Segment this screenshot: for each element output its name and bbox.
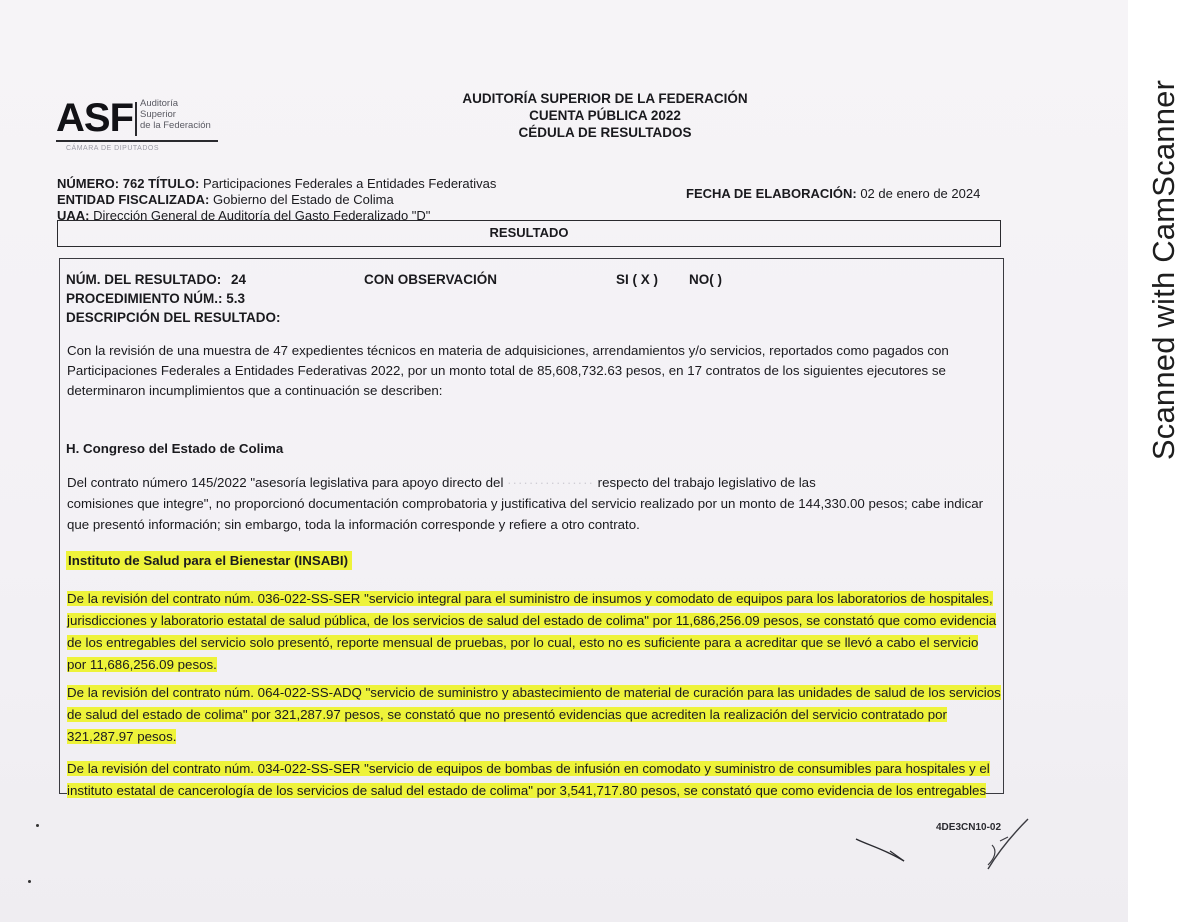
highlighted-text: De la revisión del contrato núm. 064-022-SS-ADQ "servicio de suministro y abastecimiento de material de curación para las unidades de salud de los servicios <box>67 685 1001 700</box>
paragraph-line <box>67 632 997 654</box>
document-header <box>440 90 770 141</box>
paragraph-line <box>67 726 997 748</box>
resultado-title: RESULTADO <box>489 225 569 240</box>
initials-mark <box>850 815 910 870</box>
congreso-text: Del contrato número 145/2022 "asesoría legislativa para apoyo directo del <box>67 475 504 490</box>
logo-tagline: CÁMARA DE DIPUTADOS <box>66 145 159 152</box>
congreso-text: respecto del trabajo legislativo de las <box>597 475 816 490</box>
paragraph-line: Participaciones Federales a Entidades Federativas 2022, por un monto total de 85,608,732.63 pesos, en 17 contratos de los siguientes ejecutores se <box>67 363 946 378</box>
paragraph-line <box>67 654 997 676</box>
uaa-value: Dirección General de Auditoría del Gasto Federalizado "D" <box>93 208 431 223</box>
insabi-paragraph-3 <box>67 758 997 802</box>
paragraph-line: que presentó información; sin embargo, toda la información corresponde y refiere a otro contrato. <box>67 517 640 532</box>
meta-fecha <box>686 186 980 202</box>
uaa-label: UAA: <box>57 208 90 223</box>
paragraph-line <box>67 780 997 802</box>
numero-value: 762 <box>122 176 145 191</box>
logo-divider <box>135 102 137 136</box>
redacted-name: ················ <box>507 475 594 490</box>
resultado-number-label: NÚM. DEL RESULTADO: <box>66 272 222 287</box>
paragraph-line <box>67 472 997 493</box>
logo-mark: ASF <box>56 96 133 140</box>
entidad-label: ENTIDAD FISCALIZADA: <box>57 192 210 207</box>
scan-speck <box>36 824 39 827</box>
meta-entidad <box>57 192 394 208</box>
logo-subtitle <box>140 98 211 131</box>
highlighted-text: 321,287.97 pesos. <box>67 729 177 744</box>
paragraph-line <box>67 610 997 632</box>
header-line: AUDITORÍA SUPERIOR DE LA FEDERACIÓN <box>462 91 748 106</box>
insabi-heading <box>66 553 352 568</box>
si-option: SI ( X ) <box>616 272 659 287</box>
asf-logo <box>56 96 226 158</box>
header-line: CUENTA PÚBLICA 2022 <box>529 108 681 123</box>
insabi-heading-text: Instituto de Salud para el Bienestar (INSABI) <box>66 551 352 570</box>
fecha-value: 02 de enero de 2024 <box>860 186 981 201</box>
paragraph-line <box>67 704 997 726</box>
observacion-label: CON OBSERVACIÓN <box>364 272 498 287</box>
resultado-header-box <box>57 220 1001 247</box>
highlighted-text: De la revisión del contrato núm. 034-022-SS-SER "servicio de equipos de bombas de infusión en comodato y suministro de consumibles para hospitales y el <box>67 761 990 776</box>
logo-sub-line: de la Federación <box>140 120 211 131</box>
highlighted-text: De la revisión del contrato núm. 036-022-SS-SER "servicio integral para el suministro de insumos y comodato de equipos para los laboratorios de hospitales, <box>67 591 993 606</box>
paragraph-line: determinaron incumplimientos que a continuación se describen: <box>67 383 443 398</box>
highlighted-text: instituto estatal de cancerología de los servicios de salud del estado de colima" por 3,541,717.80 pesos, se constató que como evidencia de los entregables <box>67 783 987 798</box>
descripcion-label: DESCRIPCIÓN DEL RESULTADO: <box>66 310 281 325</box>
fecha-label: FECHA DE ELABORACIÓN: <box>686 186 857 201</box>
titulo-label: TÍTULO: <box>148 176 200 191</box>
document-code: 4DE3CN10-02 <box>936 822 1002 833</box>
meta-numero-titulo <box>57 176 496 192</box>
highlighted-text: por 11,686,256.09 pesos. <box>67 657 217 672</box>
logo-rule <box>56 140 218 142</box>
no-option: NO( ) <box>689 272 722 287</box>
highlighted-text: jurisdicciones y laboratorio estatal de salud pública, de los servicios de salud del estado de colima" por 11,686,256.09 pesos, se constató que como evidencia <box>67 613 997 628</box>
congreso-paragraph <box>67 472 997 535</box>
paragraph-line: Con la revisión de una muestra de 47 expedientes técnicos en materia de adquisiciones, arrendamientos y/o servicios, reportados como pagados con <box>67 343 949 358</box>
logo-sub-line: Superior <box>140 109 176 120</box>
paragraph-line <box>67 588 997 610</box>
procedimiento-label: PROCEDIMIENTO NÚM.: 5.3 <box>66 291 246 306</box>
resultado-number <box>66 272 246 287</box>
scan-speck <box>28 880 31 883</box>
paragraph-line: comisiones que integre", no proporcionó documentación comprobatoria y justificativa del servicio realizado por un monto de 144,330.00 pesos; cabe indicar <box>67 496 984 511</box>
logo-sub-line: Auditoría <box>140 98 179 109</box>
numero-label: NÚMERO: <box>57 176 120 191</box>
signature-mark <box>978 815 1038 875</box>
highlighted-text: de los entregables del servicio solo presentó, reporte mensual de pruebas, por lo cual, esto no es suficiente para a acreditar que se llevó a cabo el servicio <box>67 635 979 650</box>
header-line: CÉDULA DE RESULTADOS <box>518 125 692 140</box>
resultado-number-value: 24 <box>231 272 247 287</box>
entidad-value: Gobierno del Estado de Colima <box>213 192 394 207</box>
insabi-paragraph-2 <box>67 682 1001 748</box>
congreso-heading: H. Congreso del Estado de Colima <box>66 441 284 456</box>
insabi-paragraph-1 <box>67 588 997 676</box>
titulo-value: Participaciones Federales a Entidades Federativas <box>202 176 497 191</box>
camscanner-watermark: Scanned with CamScanner <box>1146 79 1181 461</box>
highlighted-text: de salud del estado de colima" por 321,287.97 pesos, se constató que no presentó evidencias que acrediten la realización del servicio contratado por <box>67 707 947 722</box>
intro-paragraph <box>67 341 997 401</box>
paragraph-line <box>67 758 997 780</box>
paragraph-line <box>67 682 1001 704</box>
